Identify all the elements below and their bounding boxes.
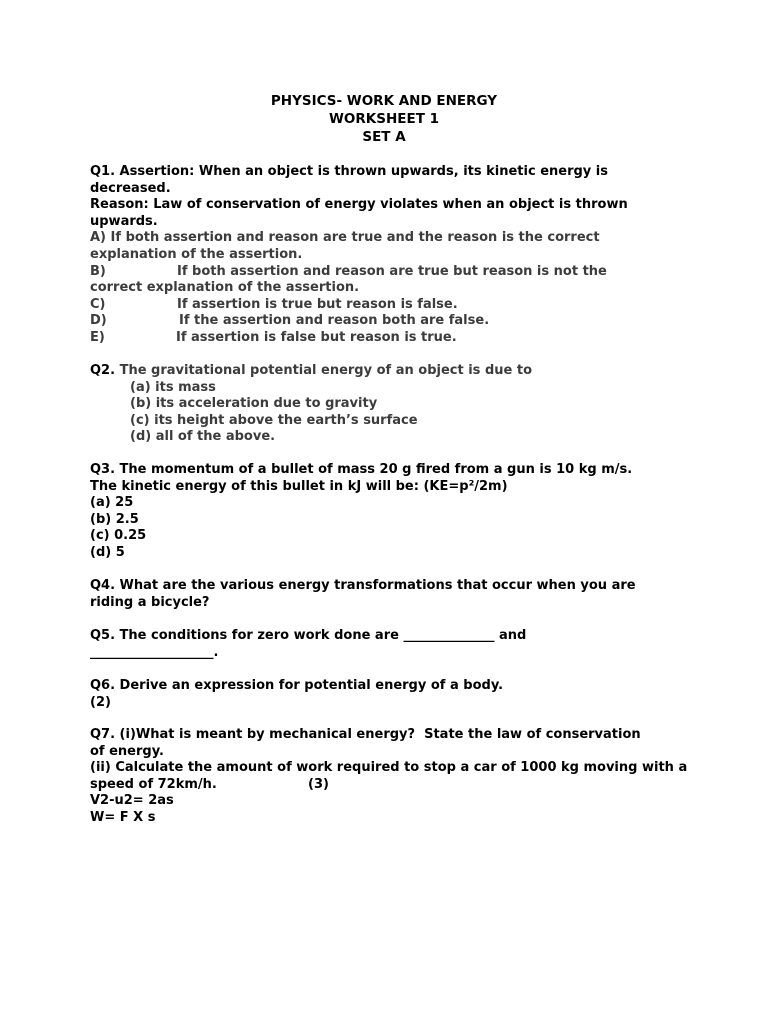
- question-text: The gravitational potential energy of an object is due to: [115, 363, 532, 378]
- q1-assertion-line: Q1. Assertion: When an object is thrown upwards, its kinetic energy is: [90, 164, 609, 179]
- q1-option-b-continuation: correct explanation of the assertion.: [90, 280, 360, 296]
- q3-option: (a) 25: [90, 495, 134, 511]
- question-7: [90, 727, 687, 827]
- q7-formula: V2-u2= 2as: [90, 793, 174, 809]
- option-label: B): [90, 263, 106, 279]
- q2-option: (a) its mass: [130, 379, 216, 395]
- q2-option: (d) all of the above.: [130, 429, 276, 445]
- option-text: If assertion is true but reason is false.: [177, 296, 458, 312]
- q1-option-b: [90, 264, 628, 281]
- q4-line: Q4. What are the various energy transformations that occur when you are: [90, 578, 636, 593]
- question-6: [90, 678, 503, 711]
- q7-line: of energy.: [90, 743, 164, 759]
- question-3: [90, 462, 632, 562]
- q7-speed-text: speed of 72km/h.: [90, 776, 217, 792]
- worksheet-set: SET A: [362, 129, 406, 145]
- worksheet-header: [0, 92, 768, 146]
- question-number: Q2.: [90, 363, 116, 378]
- q3-stem-line: The kinetic energy of this bullet in kJ will be: (KE=p²/2m): [90, 478, 508, 494]
- option-label: C): [90, 296, 106, 312]
- q2-option: (c) its height above the earth’s surface: [130, 412, 418, 428]
- q7-marks: (3): [308, 776, 329, 792]
- option-label: E): [90, 329, 105, 345]
- option-text: If assertion is false but reason is true.: [176, 329, 457, 345]
- question-1: [90, 164, 628, 347]
- q1-option-a: [90, 230, 628, 247]
- q3-option: (b) 2.5: [90, 511, 139, 527]
- q5-line: ___________________.: [90, 644, 219, 660]
- worksheet-number: WORKSHEET 1: [329, 111, 439, 127]
- q1-option-d: [90, 313, 628, 330]
- q7-line: Q7. (i)What is meant by mechanical energy? State the law of conservation: [90, 727, 641, 742]
- option-text: If both assertion and reason are true and the reason is the correct: [110, 230, 600, 246]
- q2-stem: [90, 363, 532, 380]
- q6-marks: (2): [90, 694, 111, 710]
- q7-line: (ii) Calculate the amount of work required to stop a car of 1000 kg moving with a: [90, 760, 688, 776]
- worksheet-title: PHYSICS- WORK AND ENERGY: [270, 93, 498, 109]
- option-label: A): [90, 230, 107, 246]
- q5-line: Q5. The conditions for zero work done are ______________ and: [90, 628, 527, 643]
- option-text: If both assertion and reason are true but reason is not the: [177, 263, 607, 279]
- q3-option: (c) 0.25: [90, 528, 147, 544]
- q4-line: riding a bicycle?: [90, 594, 210, 610]
- option-text: If the assertion and reason both are false.: [179, 313, 490, 329]
- q1-assertion-line: decreased.: [90, 180, 171, 196]
- q1-option-a-continuation: explanation of the assertion.: [90, 246, 303, 262]
- q1-option-e: [90, 330, 628, 347]
- question-5: [90, 628, 526, 661]
- q1-reason-line: Reason: Law of conservation of energy violates when an object is thrown: [90, 197, 628, 213]
- option-label: D): [90, 313, 107, 329]
- q1-reason-line: upwards.: [90, 213, 158, 229]
- q7-speed-line: [90, 777, 687, 794]
- question-4: [90, 578, 636, 611]
- q1-option-c: [90, 297, 628, 314]
- q7-formula: W= F X s: [90, 809, 156, 825]
- question-2: [90, 363, 532, 446]
- q3-option: (d) 5: [90, 544, 125, 560]
- q3-stem-line: Q3. The momentum of a bullet of mass 20 g fired from a gun is 10 kg m/s.: [90, 462, 633, 477]
- q6-line: Q6. Derive an expression for potential energy of a body.: [90, 678, 504, 693]
- q2-option: (b) its acceleration due to gravity: [130, 396, 378, 412]
